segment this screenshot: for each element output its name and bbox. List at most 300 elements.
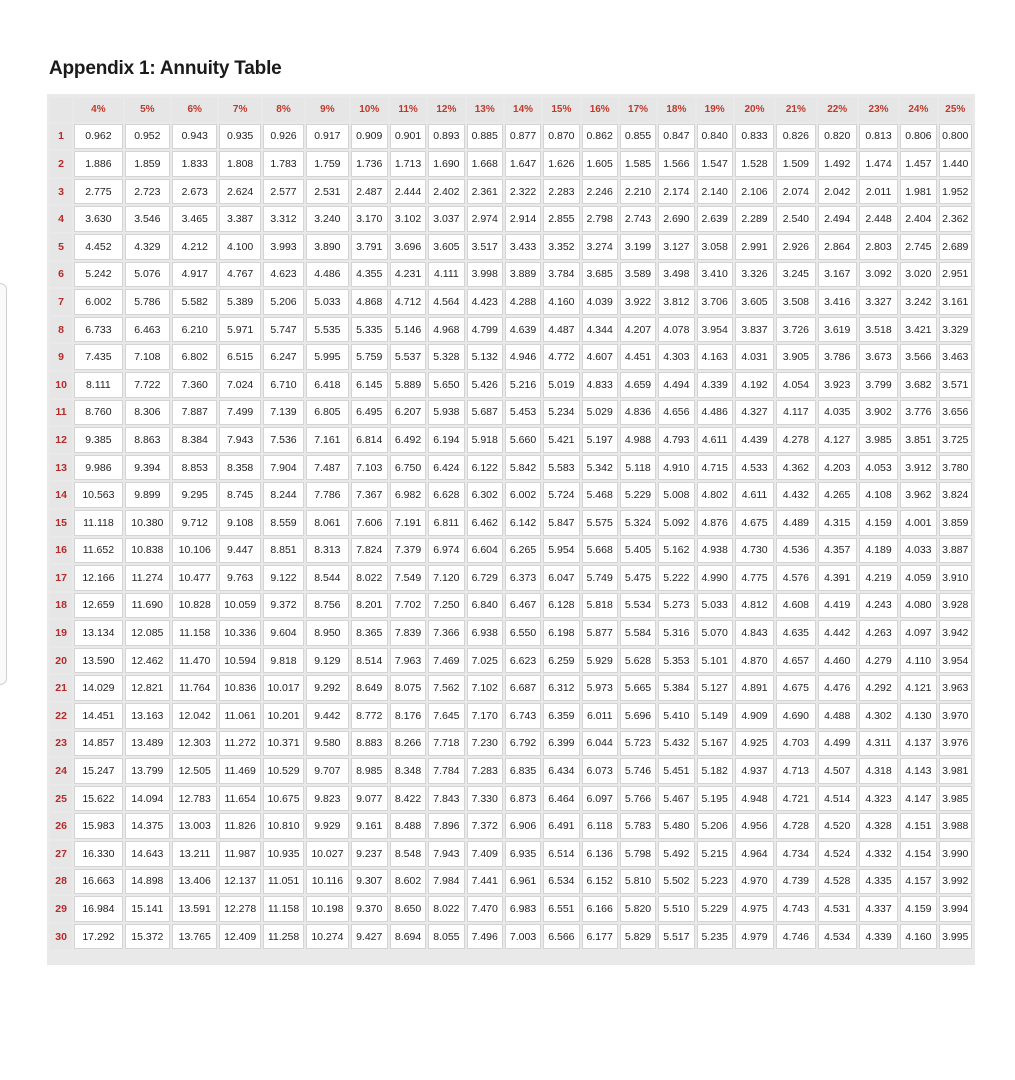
column-header: 22% <box>818 98 857 122</box>
table-cell: 6.044 <box>582 731 618 757</box>
table-cell: 1.713 <box>390 151 426 177</box>
column-header: 17% <box>620 98 656 122</box>
table-cell: 4.302 <box>859 703 898 729</box>
table-cell: 4.117 <box>776 400 815 426</box>
table-cell: 5.384 <box>658 675 694 701</box>
table-cell: 12.821 <box>125 675 170 701</box>
table-cell: 4.534 <box>818 924 857 950</box>
table-cell: 4.357 <box>818 538 857 564</box>
column-header: 4% <box>74 98 122 122</box>
table-cell: 4.876 <box>697 510 733 536</box>
table-cell: 6.210 <box>172 317 217 343</box>
table-cell: 2.322 <box>505 179 541 205</box>
table-cell: 3.812 <box>658 289 694 315</box>
table-cell: 3.994 <box>939 896 972 922</box>
table-cell: 5.510 <box>658 896 694 922</box>
table-cell: 11.274 <box>125 565 170 591</box>
row-period-label: 15 <box>50 510 72 536</box>
table-cell: 5.842 <box>505 455 541 481</box>
table-cell: 10.935 <box>263 841 304 867</box>
table-cell: 6.265 <box>505 538 541 564</box>
row-period-label: 21 <box>50 675 72 701</box>
table-cell: 14.375 <box>125 813 170 839</box>
table-cell: 8.694 <box>390 924 426 950</box>
table-cell: 6.710 <box>263 372 304 398</box>
table-cell: 10.201 <box>263 703 304 729</box>
table-cell: 3.726 <box>776 317 815 343</box>
table-cell: 4.868 <box>351 289 388 315</box>
table-cell: 10.017 <box>263 675 304 701</box>
table-cell: 2.011 <box>859 179 898 205</box>
table-cell: 6.935 <box>505 841 541 867</box>
row-period-label: 8 <box>50 317 72 343</box>
row-period-label: 13 <box>50 455 72 481</box>
table-cell: 8.649 <box>351 675 388 701</box>
row-period-label: 16 <box>50 538 72 564</box>
table-cell: 9.442 <box>306 703 348 729</box>
table-cell: 7.330 <box>467 786 503 812</box>
table-cell: 10.563 <box>74 482 122 508</box>
table-cell: 3.518 <box>859 317 898 343</box>
column-header: 21% <box>776 98 815 122</box>
table-cell: 5.628 <box>620 648 656 674</box>
table-cell: 2.362 <box>939 206 972 232</box>
table-cell: 0.885 <box>467 124 503 150</box>
table-cell: 3.546 <box>125 206 170 232</box>
column-header: 25% <box>939 98 972 122</box>
table-cell: 4.520 <box>818 813 857 839</box>
row-period-label: 11 <box>50 400 72 426</box>
table-cell: 0.862 <box>582 124 618 150</box>
row-period-label: 24 <box>50 758 72 784</box>
table-cell: 7.839 <box>390 620 426 646</box>
table-cell: 6.207 <box>390 400 426 426</box>
table-row <box>50 538 972 564</box>
table-cell: 9.986 <box>74 455 122 481</box>
row-period-label: 5 <box>50 234 72 260</box>
table-cell: 7.645 <box>428 703 464 729</box>
table-cell: 4.938 <box>697 538 733 564</box>
row-period-label: 20 <box>50 648 72 674</box>
table-cell: 4.339 <box>859 924 898 950</box>
table-cell: 7.702 <box>390 593 426 619</box>
table-cell: 7.562 <box>428 675 464 701</box>
table-cell: 3.954 <box>939 648 972 674</box>
table-cell: 14.857 <box>74 731 122 757</box>
column-header: 5% <box>125 98 170 122</box>
table-cell: 5.660 <box>505 427 541 453</box>
table-cell: 3.465 <box>172 206 217 232</box>
table-cell: 3.928 <box>939 593 972 619</box>
table-cell: 7.718 <box>428 731 464 757</box>
table-cell: 2.673 <box>172 179 217 205</box>
table-cell: 4.097 <box>900 620 936 646</box>
table-cell: 9.292 <box>306 675 348 701</box>
table-cell: 1.736 <box>351 151 388 177</box>
table-cell: 2.494 <box>818 206 857 232</box>
table-cell: 0.943 <box>172 124 217 150</box>
table-cell: 11.690 <box>125 593 170 619</box>
table-cell: 8.422 <box>390 786 426 812</box>
table-cell: 0.870 <box>543 124 579 150</box>
table-cell: 6.142 <box>505 510 541 536</box>
table-row <box>50 786 972 812</box>
table-cell: 16.330 <box>74 841 122 867</box>
table-cell: 9.307 <box>351 869 388 895</box>
table-cell: 6.792 <box>505 731 541 757</box>
table-cell: 4.799 <box>467 317 503 343</box>
table-cell: 4.192 <box>735 372 774 398</box>
table-cell: 5.410 <box>658 703 694 729</box>
table-cell: 14.029 <box>74 675 122 701</box>
table-cell: 4.675 <box>776 675 815 701</box>
page-title: Appendix 1: Annuity Table <box>49 58 282 79</box>
table-cell: 4.979 <box>735 924 774 950</box>
table-cell: 3.780 <box>939 455 972 481</box>
table-cell: 3.102 <box>390 206 426 232</box>
table-cell: 5.954 <box>543 538 579 564</box>
table-cell: 13.134 <box>74 620 122 646</box>
table-row <box>50 510 972 536</box>
row-period-label: 17 <box>50 565 72 591</box>
table-cell: 3.242 <box>900 289 936 315</box>
table-cell: 3.851 <box>900 427 936 453</box>
table-cell: 6.122 <box>467 455 503 481</box>
table-cell: 7.784 <box>428 758 464 784</box>
table-cell: 4.207 <box>620 317 656 343</box>
table-cell: 6.982 <box>390 482 426 508</box>
row-period-label: 23 <box>50 731 72 757</box>
table-cell: 2.914 <box>505 206 541 232</box>
table-cell: 4.730 <box>735 538 774 564</box>
table-row <box>50 400 972 426</box>
table-cell: 8.313 <box>306 538 348 564</box>
table-cell: 2.531 <box>306 179 348 205</box>
table-cell: 5.575 <box>582 510 618 536</box>
table-cell: 11.987 <box>219 841 260 867</box>
table-cell: 4.486 <box>306 262 348 288</box>
table-cell: 2.743 <box>620 206 656 232</box>
table-cell: 4.160 <box>900 924 936 950</box>
table-cell: 10.059 <box>219 593 260 619</box>
table-cell: 4.442 <box>818 620 857 646</box>
table-cell: 4.489 <box>776 510 815 536</box>
table-cell: 3.837 <box>735 317 774 343</box>
table-cell: 7.904 <box>263 455 304 481</box>
table-row <box>50 124 972 150</box>
column-header: 10% <box>351 98 388 122</box>
table-cell: 2.723 <box>125 179 170 205</box>
table-cell: 16.663 <box>74 869 122 895</box>
table-cell: 2.404 <box>900 206 936 232</box>
table-cell: 6.359 <box>543 703 579 729</box>
table-cell: 3.656 <box>939 400 972 426</box>
table-cell: 5.273 <box>658 593 694 619</box>
table-cell: 5.517 <box>658 924 694 950</box>
table-cell: 5.033 <box>697 593 733 619</box>
table-cell: 9.370 <box>351 896 388 922</box>
table-cell: 7.786 <box>306 482 348 508</box>
table-cell: 4.836 <box>620 400 656 426</box>
table-cell: 9.237 <box>351 841 388 867</box>
table-cell: 3.571 <box>939 372 972 398</box>
table-cell: 5.492 <box>658 841 694 867</box>
table-cell: 7.887 <box>172 400 217 426</box>
table-cell: 7.499 <box>219 400 260 426</box>
table-cell: 6.011 <box>582 703 618 729</box>
table-cell: 7.108 <box>125 344 170 370</box>
table-cell: 5.235 <box>697 924 733 950</box>
table-cell: 6.002 <box>74 289 122 315</box>
table-cell: 10.836 <box>219 675 260 701</box>
table-cell: 6.418 <box>306 372 348 398</box>
table-cell: 4.970 <box>735 869 774 895</box>
table-cell: 1.626 <box>543 151 579 177</box>
row-period-label: 19 <box>50 620 72 646</box>
table-cell: 4.288 <box>505 289 541 315</box>
table-cell: 4.278 <box>776 427 815 453</box>
table-cell: 6.152 <box>582 869 618 895</box>
table-cell: 5.167 <box>697 731 733 757</box>
table-cell: 4.833 <box>582 372 618 398</box>
table-cell: 6.733 <box>74 317 122 343</box>
table-cell: 8.514 <box>351 648 388 674</box>
table-cell: 7.372 <box>467 813 503 839</box>
table-cell: 7.003 <box>505 924 541 950</box>
table-row <box>50 289 972 315</box>
table-cell: 9.580 <box>306 731 348 757</box>
table-cell: 5.118 <box>620 455 656 481</box>
table-cell: 8.950 <box>306 620 348 646</box>
table-cell: 12.042 <box>172 703 217 729</box>
table-cell: 3.791 <box>351 234 388 260</box>
table-cell: 4.263 <box>859 620 898 646</box>
table-cell: 6.434 <box>543 758 579 784</box>
table-cell: 3.329 <box>939 317 972 343</box>
table-row <box>50 372 972 398</box>
table-cell: 7.250 <box>428 593 464 619</box>
table-cell: 5.149 <box>697 703 733 729</box>
table-cell: 3.985 <box>939 786 972 812</box>
table-cell: 4.323 <box>859 786 898 812</box>
table-cell: 4.948 <box>735 786 774 812</box>
table-row <box>50 813 972 839</box>
table-cell: 8.061 <box>306 510 348 536</box>
table-cell: 4.975 <box>735 896 774 922</box>
table-cell: 9.385 <box>74 427 122 453</box>
row-period-label: 27 <box>50 841 72 867</box>
table-cell: 5.696 <box>620 703 656 729</box>
table-cell: 9.447 <box>219 538 260 564</box>
table-cell: 6.743 <box>505 703 541 729</box>
table-cell: 7.139 <box>263 400 304 426</box>
table-cell: 5.535 <box>306 317 348 343</box>
table-cell: 7.360 <box>172 372 217 398</box>
table-cell: 10.477 <box>172 565 217 591</box>
table-cell: 2.690 <box>658 206 694 232</box>
table-cell: 7.963 <box>390 648 426 674</box>
table-cell: 0.917 <box>306 124 348 150</box>
table-cell: 3.998 <box>467 262 503 288</box>
table-cell: 12.462 <box>125 648 170 674</box>
column-header: 6% <box>172 98 217 122</box>
table-cell: 7.470 <box>467 896 503 922</box>
table-cell: 7.943 <box>428 841 464 867</box>
table-cell: 1.509 <box>776 151 815 177</box>
table-cell: 7.722 <box>125 372 170 398</box>
table-row <box>50 758 972 784</box>
table-cell: 5.215 <box>697 841 733 867</box>
table-cell: 4.212 <box>172 234 217 260</box>
table-row <box>50 206 972 232</box>
table-cell: 4.279 <box>859 648 898 674</box>
table-cell: 13.765 <box>172 924 217 950</box>
table-cell: 3.784 <box>543 262 579 288</box>
table-cell: 5.432 <box>658 731 694 757</box>
row-period-label: 2 <box>50 151 72 177</box>
table-cell: 5.749 <box>582 565 618 591</box>
table-row <box>50 427 972 453</box>
table-cell: 2.775 <box>74 179 122 205</box>
table-cell: 4.611 <box>735 482 774 508</box>
table-cell: 1.547 <box>697 151 733 177</box>
table-cell: 7.943 <box>219 427 260 453</box>
table-cell: 0.926 <box>263 124 304 150</box>
table-cell: 4.712 <box>390 289 426 315</box>
table-cell: 5.723 <box>620 731 656 757</box>
table-cell: 5.197 <box>582 427 618 453</box>
table-cell: 3.508 <box>776 289 815 315</box>
table-cell: 3.312 <box>263 206 304 232</box>
table-cell: 2.798 <box>582 206 618 232</box>
table-cell: 4.946 <box>505 344 541 370</box>
table-cell: 3.995 <box>939 924 972 950</box>
table-cell: 6.495 <box>351 400 388 426</box>
table-cell: 4.656 <box>658 400 694 426</box>
table-cell: 7.843 <box>428 786 464 812</box>
table-cell: 5.070 <box>697 620 733 646</box>
table-cell: 0.877 <box>505 124 541 150</box>
table-cell: 3.020 <box>900 262 936 288</box>
table-cell: 4.033 <box>900 538 936 564</box>
table-cell: 6.938 <box>467 620 503 646</box>
table-cell: 3.352 <box>543 234 579 260</box>
table-cell: 5.810 <box>620 869 656 895</box>
table-cell: 4.937 <box>735 758 774 784</box>
table-row <box>50 344 972 370</box>
table-cell: 4.339 <box>697 372 733 398</box>
table-cell: 3.619 <box>818 317 857 343</box>
table-cell: 5.847 <box>543 510 579 536</box>
row-period-label: 29 <box>50 896 72 922</box>
table-cell: 4.507 <box>818 758 857 784</box>
table-cell: 12.783 <box>172 786 217 812</box>
table-cell: 3.990 <box>939 841 972 867</box>
row-period-label: 7 <box>50 289 72 315</box>
table-row <box>50 896 972 922</box>
table-cell: 8.266 <box>390 731 426 757</box>
table-cell: 6.906 <box>505 813 541 839</box>
table-cell: 8.602 <box>390 869 426 895</box>
table-cell: 4.147 <box>900 786 936 812</box>
table-cell: 10.529 <box>263 758 304 784</box>
table-cell: 3.127 <box>658 234 694 260</box>
table-cell: 1.585 <box>620 151 656 177</box>
table-cell: 8.853 <box>172 455 217 481</box>
table-cell: 8.022 <box>428 896 464 922</box>
table-cell: 4.059 <box>900 565 936 591</box>
table-cell: 7.120 <box>428 565 464 591</box>
table-cell: 3.327 <box>859 289 898 315</box>
table-cell: 5.687 <box>467 400 503 426</box>
table-cell: 7.606 <box>351 510 388 536</box>
corner-cell <box>50 98 72 122</box>
table-cell: 6.128 <box>543 593 579 619</box>
table-cell: 5.665 <box>620 675 656 701</box>
table-cell: 1.833 <box>172 151 217 177</box>
table-cell: 4.243 <box>859 593 898 619</box>
table-cell: 3.799 <box>859 372 898 398</box>
table-cell: 4.303 <box>658 344 694 370</box>
table-cell: 6.814 <box>351 427 388 453</box>
table-cell: 7.379 <box>390 538 426 564</box>
table-cell: 4.231 <box>390 262 426 288</box>
table-cell: 8.055 <box>428 924 464 950</box>
table-cell: 3.605 <box>735 289 774 315</box>
table-cell: 13.163 <box>125 703 170 729</box>
table-cell: 9.818 <box>263 648 304 674</box>
table-cell: 5.973 <box>582 675 618 701</box>
table-cell: 7.025 <box>467 648 503 674</box>
table-cell: 3.954 <box>697 317 733 343</box>
table-cell: 2.448 <box>859 206 898 232</box>
table-cell: 4.514 <box>818 786 857 812</box>
table-cell: 7.896 <box>428 813 464 839</box>
table-cell: 13.591 <box>172 896 217 922</box>
table-cell: 12.409 <box>219 924 260 950</box>
table-cell: 1.605 <box>582 151 618 177</box>
column-header: 12% <box>428 98 464 122</box>
table-cell: 2.639 <box>697 206 733 232</box>
table-cell: 5.421 <box>543 427 579 453</box>
table-cell: 6.840 <box>467 593 503 619</box>
table-cell: 2.361 <box>467 179 503 205</box>
table-cell: 3.988 <box>939 813 972 839</box>
table-cell: 0.935 <box>219 124 260 150</box>
table-cell: 12.278 <box>219 896 260 922</box>
table-cell: 2.140 <box>697 179 733 205</box>
table-cell: 17.292 <box>74 924 122 950</box>
table-cell: 8.348 <box>390 758 426 784</box>
table-cell: 7.536 <box>263 427 304 453</box>
table-cell: 0.893 <box>428 124 464 150</box>
table-cell: 6.177 <box>582 924 618 950</box>
table-cell: 11.118 <box>74 510 122 536</box>
table-cell: 4.130 <box>900 703 936 729</box>
table-cell: 7.435 <box>74 344 122 370</box>
table-row <box>50 620 972 646</box>
table-cell: 7.824 <box>351 538 388 564</box>
table-cell: 5.798 <box>620 841 656 867</box>
table-cell: 4.452 <box>74 234 122 260</box>
table-cell: 5.995 <box>306 344 348 370</box>
table-cell: 3.387 <box>219 206 260 232</box>
table-cell: 14.898 <box>125 869 170 895</box>
table-cell: 5.019 <box>543 372 579 398</box>
table-cell: 4.110 <box>900 648 936 674</box>
table-cell: 4.536 <box>776 538 815 564</box>
table-cell: 3.421 <box>900 317 936 343</box>
